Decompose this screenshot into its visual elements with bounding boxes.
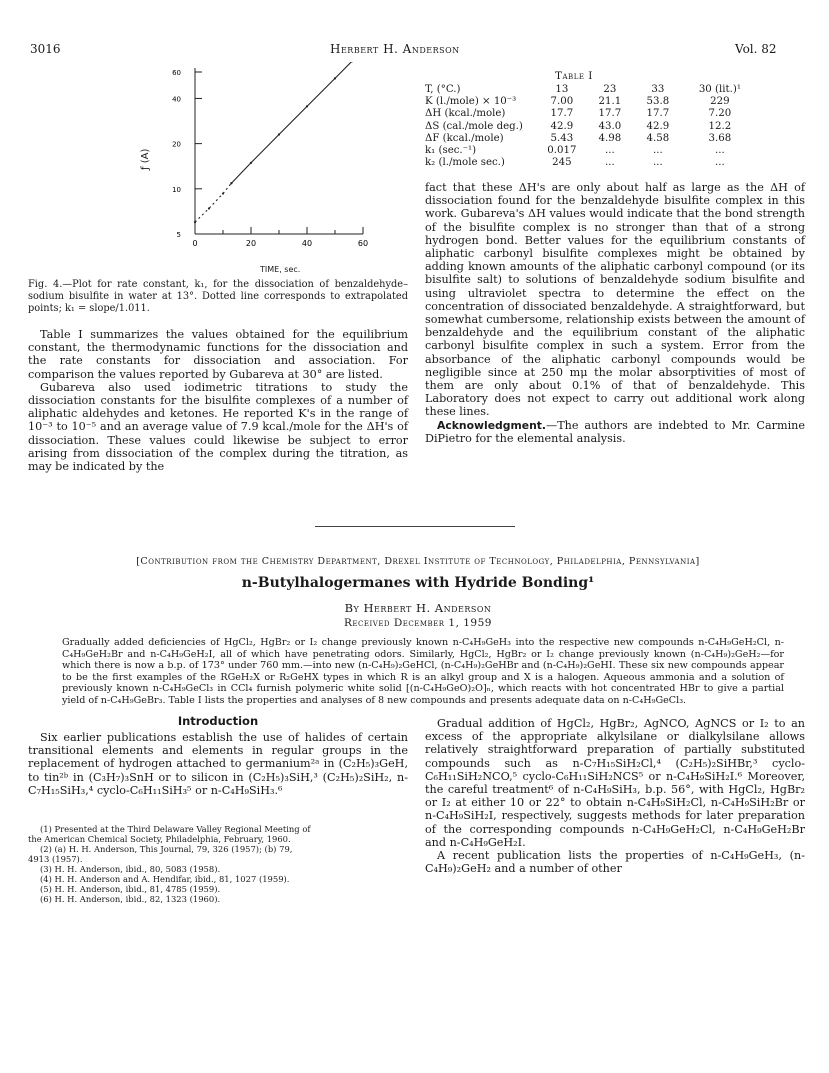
table-cell: 42.9 <box>550 120 574 132</box>
data-point <box>278 133 280 135</box>
table-cell: 4.58 <box>646 132 670 144</box>
footnote: (5) H. H. Anderson, ibid., 81, 4785 (1959). <box>40 884 221 894</box>
table-cell: 12.2 <box>708 120 732 132</box>
intro-paragraph-1: Six earlier publications establish the use of halides of certain transitional elements and elements in regular groups in the replacement of hydrogen attached to germanium²ᵃ in (C₂H₅)₃GeH, to tin²ᵇ in (C₃H₇)₃SnH or to silicon in (C₂H₅)₃SiH,³ (C₂H₅)₂SiH₂, n-C₇H₁₅SiH₃,⁴ cyclo-C₆H₁₁SiH₃⁵ or n-C₄H₉SiH₃.⁶ <box>28 731 408 797</box>
right-column <box>425 181 805 445</box>
table-row <box>425 145 761 157</box>
intro-left-column <box>28 731 408 797</box>
table-row-label: K (l./mole) × 10⁻³ <box>425 96 517 108</box>
x-tick-label: 0 <box>192 239 198 248</box>
data-point <box>230 182 232 184</box>
right-paragraph-1: fact that these ΔH's are only about half as large as the ΔH of dissociation found for the benzaldehyde bisulfite complex in this work. Gubareva's ΔH values would indicate that the bond strength of the bisulfite complex is no stronger than that of a strong hydrogen bond. Better values for the equilibrium constants of aliphatic carbonyl bisulfite complexes might be obtained by adding known amounts of the aliphatic carbonyl compound (or its bisulfite salt) to solutions of benzaldehyde sodium bisulfite and using ultraviolet spectra to determine the effect on the concentration of dissociated benzaldehyde. A straightforward, but somewhat cumbersome, relationship exists between the amount of benzaldehyde and the equilibrium constant of the aliphatic carbonyl bisulfite complex in such a system. Error from the absorbance of the aliphatic carbonyl compounds would be negligible since at 250 mμ the molar absorptivities of most of them are only about 0.1% of that of benzaldehyde. This Laboratory does not expect to carry out additional work along these lines. <box>425 181 805 419</box>
table-cell: 43.0 <box>598 120 622 132</box>
section-divider <box>315 526 515 527</box>
table-cell: 33 <box>651 84 665 95</box>
table-1 <box>425 84 761 169</box>
table-cell: 5.43 <box>550 132 574 144</box>
table-row <box>425 133 761 145</box>
footnote: (4) H. H. Anderson and A. Hendifar, ibid., 81, 1027 (1959). <box>40 874 290 884</box>
plot-axes <box>195 68 363 234</box>
left-column <box>28 328 408 473</box>
data-point <box>250 162 252 164</box>
table-row-label: T, (°C.) <box>425 84 461 95</box>
table-row-label: k₂ (l./mole sec.) <box>425 157 505 169</box>
data-point <box>222 192 224 194</box>
footnote: the American Chemical Society, Philadelphia, February, 1960. <box>28 834 291 844</box>
table-cell: 53.8 <box>646 96 670 108</box>
table-cell: ... <box>715 157 725 169</box>
table-cell: ... <box>715 145 725 157</box>
table-cell: ... <box>653 157 663 169</box>
footnotes <box>28 824 408 904</box>
page-number: 3016 <box>30 42 61 56</box>
table-row <box>425 121 761 133</box>
footnote: (3) H. H. Anderson, ibid., 80, 5083 (1958). <box>40 864 221 874</box>
table-cell: 23 <box>603 84 617 95</box>
data-point <box>208 207 210 209</box>
table-title: Table I <box>555 70 593 82</box>
data-point <box>194 221 196 223</box>
table-cell: 229 <box>710 96 730 108</box>
introduction-heading: Introduction <box>177 714 259 728</box>
x-tick-label: 60 <box>357 239 369 248</box>
table-cell: 4.98 <box>598 132 622 144</box>
contribution-line: [Contribution from the Chemistry Department, Drexel Institute of Technology, Philadelphia, Pennsylvania] <box>136 556 700 567</box>
table-row-label: ΔS (cal./mole deg.) <box>425 120 523 132</box>
acknowledgment <box>425 419 805 445</box>
x-tick-label: 40 <box>301 239 313 248</box>
table-cell: 245 <box>552 157 572 169</box>
table-cell: 17.7 <box>646 108 670 120</box>
table-cell: ... <box>605 157 615 169</box>
table-cell: 7.20 <box>708 108 732 120</box>
y-axis-label: ƒ (A) <box>140 148 151 170</box>
y-tick-label: 20 <box>172 140 181 149</box>
x-axis-label: TIME, sec. <box>260 265 301 274</box>
y-tick-label: 60 <box>172 69 181 77</box>
table-row <box>425 96 761 108</box>
x-tick-label: 20 <box>245 239 257 248</box>
running-head-volume: Vol. 82 <box>735 42 777 56</box>
plot-ticks <box>172 69 368 248</box>
table-cell: ... <box>605 145 615 157</box>
received-date: Received December 1, 1959 <box>344 617 492 629</box>
table-cell: ... <box>653 145 663 157</box>
abstract: Gradually added deficiencies of HgCl₂, HgBr₂ or I₂ change previously known n-C₄H₉GeH₃ into the respective new compounds n-C₄H₉GeH₂Cl, n-C₄H₉GeH₂Br and n-C₄H₉GeH₂I, all of which have penetrating odors. Similarly, HgCl₂, HgBr₂ or I₂ change previously known (n-C₄H₉)₂GeH₂—for which there is now a b.p. of 173° under 760 mm.—into new (n-C₄H₉)₂GeHCl, (n-C₄H₉)₂GeHBr and (n-C₄H₉)₂GeHI. These six new compounds appear to be the first examples of the RGeH₂X or R₂GeHX types in which R is an alkyl group and X is a halogen. Aqueous ammonia and a solution of previously known n-C₄H₉GeCl₃ in CCl₄ furnish polymeric white solid [(n-C₄H₉GeO)₂O]ₙ, which reacts with hot concentrated HBr to give a partial yield of n-C₄H₉GeBr₃. Table I lists the properties and analyses of 8 new compounds and presents adequate data on n-C₄H₉GeCl₃. <box>62 637 784 706</box>
data-point <box>334 77 336 79</box>
y-tick-label: 10 <box>172 185 181 194</box>
table-row-label: ΔF (kcal./mole) <box>425 132 504 144</box>
footnote: (6) H. H. Anderson, ibid., 82, 1323 (1960). <box>40 894 221 904</box>
table-cell: 17.7 <box>550 108 574 120</box>
table-row <box>425 157 761 169</box>
table-row-label: k₁ (sec.⁻¹) <box>425 145 477 157</box>
running-head-author: Herbert H. Anderson <box>330 42 460 56</box>
y-tick-label: 5 <box>176 231 181 239</box>
left-paragraph-1: Table I summarizes the values obtained for the equilibrium constant, the thermodynamic functions for the dissociation and the rate constants for dissociation and association. For comparison the values reported by Gubareva at 30° are listed. <box>28 328 408 381</box>
intro-paragraph-3: A recent publication lists the properties of n-C₄H₉GeH₃, (n-C₄H₉)₂GeH₂ and a number of other <box>425 849 805 876</box>
footnote: 4913 (1957). <box>28 854 83 864</box>
data-point <box>306 105 308 107</box>
table-row <box>425 84 761 96</box>
left-paragraph-2: Gubareva also used iodimetric titrations to study the dissociation constants for the bisulfite complexes of a number of aliphatic aldehydes and ketones. He reported K's in the range of 10⁻³ to 10⁻⁵ and an average value of 7.9 kcal./mole for the ΔH's of dissociation. These values could likewise be subject to error arising from dissociation of the complex during the titration, as may be indicated by the <box>28 380 408 474</box>
byline: By Herbert H. Anderson <box>344 601 492 615</box>
plot-series <box>194 62 353 223</box>
footnote: (1) Presented at the Third Delaware Valley Regional Meeting of <box>40 824 311 834</box>
table-row-label: ΔH (kcal./mole) <box>425 108 506 120</box>
y-tick-label: 40 <box>172 95 181 104</box>
table-row <box>425 108 761 120</box>
data-line <box>231 62 351 183</box>
rate-constant-plot <box>135 62 395 277</box>
acknowledgment-label: Acknowledgment. <box>437 418 547 432</box>
table-cell: 30 (lit.)¹ <box>698 84 741 95</box>
table-cell: 42.9 <box>646 120 670 132</box>
figure-caption: Fig. 4.—Plot for rate constant, k₁, for the dissociation of benzaldehyde–sodium bisulfite in water at 13°. Dotted line corresponds to extrapolated points; k₁ = slope/1.011. <box>28 279 408 315</box>
intro-paragraph-2: Gradual addition of HgCl₂, HgBr₂, AgNCO, AgNCS or I₂ to an excess of the appropriate alkylsilane or dialkylsilane allows relatively straightforward preparation of partially substituted compounds such as n-C₇H₁₅SiH₂Cl,⁴ (C₂H₅)₂SiHBr,³ cyclo-C₆H₁₁SiH₂NCO,⁵ cyclo-C₆H₁₁SiH₂NCS⁵ or n-C₄H₉SiH₂I.⁶ Moreover, the careful treatment⁶ of n-C₄H₉SiH₃, b.p. 56°, with HgCl₂, HgBr₂ or I₂ at either 10 or 22° to obtain n-C₄H₉SiH₂Cl, n-C₄H₉SiH₂Br or n-C₄H₉SiH₂I, respectively, suggests methods for later preparation of the corresponding compounds n-C₄H₉GeH₂Cl, n-C₄H₉GeH₂Br and n-C₄H₉GeH₂I. <box>425 717 805 849</box>
table-cell: 0.017 <box>547 145 577 157</box>
acknowledgment-text: —The authors are indebted to Mr. Carmine DiPietro for the elemental analysis. <box>425 418 805 445</box>
article-title: n-Butylhalogermanes with Hydride Bonding¹ <box>241 575 595 591</box>
table-cell: 13 <box>555 84 569 95</box>
table-cell: 21.1 <box>598 96 622 108</box>
table-cell: 3.68 <box>708 132 732 144</box>
intro-right-column <box>425 717 805 875</box>
table-cell: 7.00 <box>550 96 574 108</box>
footnote: (2) (a) H. H. Anderson, This Journal, 79, 326 (1957); (b) 79, <box>40 844 293 854</box>
table-cell: 17.7 <box>598 108 622 120</box>
